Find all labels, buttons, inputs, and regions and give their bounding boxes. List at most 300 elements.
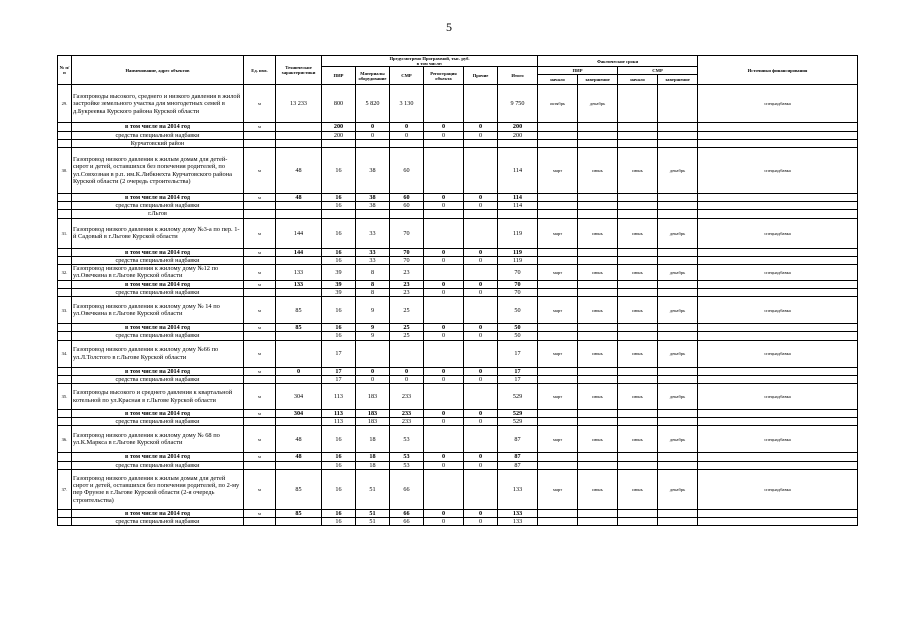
length-cell: 133: [276, 280, 322, 288]
length-cell: 133: [276, 265, 322, 281]
table-row: [58, 418, 858, 426]
unit-cell: м: [244, 426, 276, 453]
unit-cell: м: [244, 509, 276, 517]
pir-cell: 17: [322, 375, 356, 383]
empty-cell: [578, 453, 618, 461]
empty-cell: [658, 210, 698, 218]
row-number: 33.: [58, 297, 72, 324]
pir-start-cell: март: [538, 340, 578, 367]
pir-cell: 16: [322, 256, 356, 264]
empty-cell: [538, 332, 578, 340]
empty-cell: [356, 210, 390, 218]
empty-cell: [618, 123, 658, 131]
length-cell: [276, 289, 322, 297]
empty-cell: [578, 461, 618, 469]
registration-cell: [424, 218, 464, 248]
length-cell: [276, 375, 322, 383]
page-number: 5: [446, 20, 452, 34]
object-name: Газопроводы высокого, среднего и низкого давления в жилой застройке земельного участка для многодетных семей в д.Букреевка Курского района Курской области: [72, 85, 244, 123]
header-length: Технические характеристики: [276, 56, 322, 85]
empty-cell: [58, 280, 72, 288]
materials-cell: 8: [356, 289, 390, 297]
empty-cell: [618, 453, 658, 461]
empty-cell: [618, 410, 658, 418]
materials-cell: 183: [356, 418, 390, 426]
total-cell: 50: [498, 297, 538, 324]
empty-cell: [658, 202, 698, 210]
table-row: [58, 256, 858, 264]
unit-cell: [244, 418, 276, 426]
other-cell: 0: [464, 518, 498, 526]
pir-cell: 16: [322, 461, 356, 469]
total-cell: 200: [498, 123, 538, 131]
length-cell: [276, 123, 322, 131]
empty-cell: [578, 367, 618, 375]
other-cell: 0: [464, 375, 498, 383]
pir-cell: 113: [322, 418, 356, 426]
empty-cell: [578, 202, 618, 210]
smr-cell: 53: [390, 453, 424, 461]
unit-cell: м: [244, 297, 276, 324]
other-cell: 0: [464, 367, 498, 375]
header-start: начало: [538, 75, 578, 85]
pir-end-cell: июнь: [578, 297, 618, 324]
other-cell: [464, 85, 498, 123]
pir-end-cell: июнь: [578, 265, 618, 281]
empty-cell: [698, 332, 858, 340]
pir-end-cell: июнь: [578, 469, 618, 509]
pir-start-cell: март: [538, 218, 578, 248]
year-subtotal-label: в том числе на 2014 год: [72, 248, 244, 256]
table-row: [58, 280, 858, 288]
empty-cell: [658, 367, 698, 375]
smr-end-cell: декабрь: [658, 426, 698, 453]
unit-cell: [244, 289, 276, 297]
empty-cell: [698, 418, 858, 426]
pir-cell: 200: [322, 131, 356, 139]
total-cell: 70: [498, 289, 538, 297]
pir-start-cell: март: [538, 426, 578, 453]
unit-cell: м: [244, 367, 276, 375]
other-cell: 0: [464, 194, 498, 202]
smr-start-cell: июнь: [618, 265, 658, 281]
length-cell: 85: [276, 324, 322, 332]
other-cell: 0: [464, 248, 498, 256]
empty-cell: [498, 139, 538, 147]
empty-cell: [424, 139, 464, 147]
materials-cell: 18: [356, 461, 390, 469]
empty-cell: [658, 509, 698, 517]
smr-cell: 60: [390, 148, 424, 194]
empty-cell: [578, 210, 618, 218]
empty-cell: [58, 324, 72, 332]
unit-cell: [244, 461, 276, 469]
materials-cell: 0: [356, 123, 390, 131]
smr-start-cell: июнь: [618, 218, 658, 248]
total-cell: 200: [498, 131, 538, 139]
length-cell: 85: [276, 469, 322, 509]
unit-cell: м: [244, 324, 276, 332]
total-cell: 70: [498, 280, 538, 288]
total-cell: 70: [498, 265, 538, 281]
smr-cell: 25: [390, 332, 424, 340]
table-row: [58, 248, 858, 256]
materials-cell: 33: [356, 218, 390, 248]
unit-cell: м: [244, 85, 276, 123]
length-cell: 48: [276, 426, 322, 453]
pir-cell: 16: [322, 509, 356, 517]
unit-cell: [244, 518, 276, 526]
total-cell: 529: [498, 410, 538, 418]
registration-cell: [424, 469, 464, 509]
materials-cell: 5 820: [356, 85, 390, 123]
empty-cell: [58, 410, 72, 418]
empty-cell: [578, 248, 618, 256]
empty-cell: [538, 518, 578, 526]
empty-cell: [658, 410, 698, 418]
total-cell: 17: [498, 367, 538, 375]
smr-end-cell: декабрь: [658, 148, 698, 194]
empty-cell: [322, 210, 356, 218]
pir-cell: 39: [322, 280, 356, 288]
total-cell: 17: [498, 375, 538, 383]
empty-cell: [658, 453, 698, 461]
empty-cell: [698, 518, 858, 526]
empty-cell: [618, 509, 658, 517]
smr-end-cell: декабрь: [658, 384, 698, 410]
empty-cell: [578, 375, 618, 383]
header-end2: завершение: [658, 75, 698, 85]
header-pir: ПИР: [322, 67, 356, 85]
empty-cell: [618, 256, 658, 264]
empty-cell: [58, 375, 72, 383]
registration-cell: 0: [424, 518, 464, 526]
smr-start-cell: июнь: [618, 384, 658, 410]
pir-cell: 39: [322, 289, 356, 297]
empty-cell: [658, 139, 698, 147]
empty-cell: [538, 324, 578, 332]
length-cell: 85: [276, 297, 322, 324]
empty-cell: [658, 280, 698, 288]
empty-cell: [698, 139, 858, 147]
empty-cell: [578, 410, 618, 418]
registration-cell: 0: [424, 418, 464, 426]
empty-cell: [618, 367, 658, 375]
fund-subtotal-label: средства специальной надбавки: [72, 518, 244, 526]
empty-cell: [578, 518, 618, 526]
smr-cell: 70: [390, 256, 424, 264]
registration-cell: 0: [424, 509, 464, 517]
pir-cell: 17: [322, 367, 356, 375]
other-cell: 0: [464, 453, 498, 461]
empty-cell: [58, 289, 72, 297]
registration-cell: [424, 426, 464, 453]
smr-cell: 66: [390, 469, 424, 509]
object-name: Газопровод низкого давления к жилому дому №3-а по пер. 1-й Садовый в г.Льгове Курской области: [72, 218, 244, 248]
empty-cell: [322, 139, 356, 147]
materials-cell: 9: [356, 332, 390, 340]
table-body: [58, 85, 858, 526]
pir-cell: 16: [322, 248, 356, 256]
empty-cell: [58, 332, 72, 340]
smr-cell: 25: [390, 324, 424, 332]
empty-cell: [538, 418, 578, 426]
pir-cell: 16: [322, 324, 356, 332]
pir-start-cell: октябрь: [538, 85, 578, 123]
unit-cell: [244, 256, 276, 264]
empty-cell: [658, 123, 698, 131]
registration-cell: 0: [424, 324, 464, 332]
header-name: Наименование, адрес объектов: [72, 56, 244, 85]
fund-subtotal-label: средства специальной надбавки: [72, 289, 244, 297]
materials-cell: [356, 340, 390, 367]
source-cell: спецнадбавка: [698, 426, 858, 453]
empty-cell: [658, 248, 698, 256]
registration-cell: [424, 265, 464, 281]
total-cell: 119: [498, 256, 538, 264]
other-cell: [464, 297, 498, 324]
table-row: [58, 332, 858, 340]
empty-cell: [244, 210, 276, 218]
empty-cell: [698, 131, 858, 139]
registration-cell: 0: [424, 461, 464, 469]
unit-cell: [244, 202, 276, 210]
total-cell: 529: [498, 384, 538, 410]
empty-cell: [618, 202, 658, 210]
table-row: [58, 289, 858, 297]
total-cell: 133: [498, 518, 538, 526]
pir-end-cell: декабрь: [578, 85, 618, 123]
smr-end-cell: декабрь: [658, 265, 698, 281]
empty-cell: [390, 139, 424, 147]
empty-cell: [698, 289, 858, 297]
empty-cell: [276, 139, 322, 147]
smr-start-cell: июнь: [618, 340, 658, 367]
total-cell: 114: [498, 148, 538, 194]
table-row: [58, 453, 858, 461]
pir-end-cell: июнь: [578, 384, 618, 410]
pir-cell: 16: [322, 218, 356, 248]
pir-cell: 200: [322, 123, 356, 131]
materials-cell: 8: [356, 280, 390, 288]
empty-cell: [538, 375, 578, 383]
materials-cell: 38: [356, 148, 390, 194]
empty-cell: [578, 194, 618, 202]
pir-cell: 16: [322, 453, 356, 461]
smr-cell: 233: [390, 410, 424, 418]
other-cell: [464, 148, 498, 194]
row-number: 36.: [58, 426, 72, 453]
empty-cell: [698, 210, 858, 218]
empty-cell: [498, 210, 538, 218]
smr-cell: 23: [390, 289, 424, 297]
length-cell: [276, 332, 322, 340]
empty-cell: [658, 518, 698, 526]
materials-cell: 0: [356, 375, 390, 383]
empty-cell: [618, 375, 658, 383]
registration-cell: [424, 297, 464, 324]
table-row: [58, 85, 858, 123]
row-number: 35.: [58, 384, 72, 410]
other-cell: 0: [464, 461, 498, 469]
empty-cell: [698, 367, 858, 375]
length-cell: [276, 418, 322, 426]
empty-cell: [618, 248, 658, 256]
length-cell: 85: [276, 509, 322, 517]
length-cell: [276, 131, 322, 139]
length-cell: [276, 340, 322, 367]
registration-cell: 0: [424, 202, 464, 210]
empty-cell: [58, 210, 72, 218]
source-cell: спецнадбавка: [698, 265, 858, 281]
row-number: 30.: [58, 148, 72, 194]
empty-cell: [356, 139, 390, 147]
row-number: 29.: [58, 85, 72, 123]
length-cell: 48: [276, 194, 322, 202]
empty-cell: [538, 202, 578, 210]
length-cell: [276, 518, 322, 526]
length-cell: 304: [276, 410, 322, 418]
empty-cell: [538, 139, 578, 147]
materials-cell: 0: [356, 131, 390, 139]
other-cell: [464, 265, 498, 281]
pir-start-cell: март: [538, 469, 578, 509]
empty-cell: [698, 375, 858, 383]
smr-start-cell: июнь: [618, 469, 658, 509]
empty-cell: [658, 194, 698, 202]
header-planned: [322, 56, 538, 67]
smr-cell: 0: [390, 123, 424, 131]
table-row: [58, 461, 858, 469]
header-smr2: СМР: [618, 67, 698, 75]
source-cell: спецнадбавка: [698, 297, 858, 324]
smr-cell: 66: [390, 518, 424, 526]
materials-cell: 0: [356, 367, 390, 375]
header-planned-label: Предусмотрено Программой, тыс. руб.: [389, 56, 470, 61]
empty-cell: [578, 418, 618, 426]
registration-cell: 0: [424, 123, 464, 131]
smr-cell: 0: [390, 375, 424, 383]
fund-subtotal-label: средства специальной надбавки: [72, 332, 244, 340]
smr-cell: 70: [390, 218, 424, 248]
pir-cell: 16: [322, 202, 356, 210]
empty-cell: [618, 518, 658, 526]
empty-cell: [578, 509, 618, 517]
pir-end-cell: июнь: [578, 218, 618, 248]
registration-cell: 0: [424, 453, 464, 461]
empty-cell: [538, 410, 578, 418]
header-incl-label: в том числе:: [416, 61, 443, 67]
unit-cell: м: [244, 248, 276, 256]
empty-cell: [618, 289, 658, 297]
other-cell: 0: [464, 324, 498, 332]
unit-cell: [244, 332, 276, 340]
smr-cell: 233: [390, 418, 424, 426]
empty-cell: [578, 139, 618, 147]
smr-cell: 233: [390, 384, 424, 410]
materials-cell: 38: [356, 194, 390, 202]
year-subtotal-label: в том числе на 2014 год: [72, 509, 244, 517]
source-cell: спецнадбавка: [698, 469, 858, 509]
other-cell: 0: [464, 131, 498, 139]
year-subtotal-label: в том числе на 2014 год: [72, 453, 244, 461]
pir-end-cell: июнь: [578, 148, 618, 194]
empty-cell: [658, 131, 698, 139]
year-subtotal-label: в том числе на 2014 год: [72, 194, 244, 202]
object-name: Газопровод низкого давления к жилым домам для детей-сирот и детей, оставшихся без попечения родителей, по ул.Совхозная в р.п. им.К.Либкнехта Курчатовского района Курской области (2 очередь строительства): [72, 148, 244, 194]
unit-cell: м: [244, 194, 276, 202]
smr-cell: 53: [390, 461, 424, 469]
smr-end-cell: декабрь: [658, 297, 698, 324]
empty-cell: [538, 248, 578, 256]
empty-cell: [464, 210, 498, 218]
registration-cell: 0: [424, 280, 464, 288]
empty-cell: [538, 256, 578, 264]
header-total: Итого: [498, 67, 538, 85]
total-cell: 17: [498, 340, 538, 367]
table-row: [58, 123, 858, 131]
fund-subtotal-label: средства специальной надбавки: [72, 131, 244, 139]
total-cell: 87: [498, 461, 538, 469]
unit-cell: м: [244, 265, 276, 281]
pir-cell: 113: [322, 384, 356, 410]
total-cell: 529: [498, 418, 538, 426]
pir-end-cell: июнь: [578, 340, 618, 367]
empty-cell: [58, 139, 72, 147]
smr-start-cell: июнь: [618, 426, 658, 453]
row-number: 34.: [58, 340, 72, 367]
pir-cell: 16: [322, 297, 356, 324]
empty-cell: [390, 210, 424, 218]
empty-cell: [578, 332, 618, 340]
length-cell: [276, 461, 322, 469]
other-cell: 0: [464, 332, 498, 340]
header-smr: СМР: [390, 67, 424, 85]
smr-start-cell: июнь: [618, 148, 658, 194]
registration-cell: 0: [424, 256, 464, 264]
fund-subtotal-label: средства специальной надбавки: [72, 461, 244, 469]
smr-cell: 0: [390, 367, 424, 375]
empty-cell: [58, 202, 72, 210]
table-row: [58, 340, 858, 367]
other-cell: 0: [464, 410, 498, 418]
table-row: [58, 210, 858, 218]
pir-start-cell: март: [538, 297, 578, 324]
table-row: [58, 367, 858, 375]
unit-cell: м: [244, 453, 276, 461]
empty-cell: [538, 194, 578, 202]
table-row: [58, 131, 858, 139]
registration-cell: [424, 85, 464, 123]
section-title: г.Льгов: [72, 210, 244, 218]
table-row: [58, 410, 858, 418]
year-subtotal-label: в том числе на 2014 год: [72, 280, 244, 288]
pir-cell: 16: [322, 518, 356, 526]
empty-cell: [244, 139, 276, 147]
smr-cell: 60: [390, 194, 424, 202]
other-cell: [464, 384, 498, 410]
pir-cell: 17: [322, 340, 356, 367]
length-cell: 304: [276, 384, 322, 410]
empty-cell: [538, 210, 578, 218]
empty-cell: [698, 410, 858, 418]
empty-cell: [578, 324, 618, 332]
total-cell: 114: [498, 202, 538, 210]
registration-cell: 0: [424, 194, 464, 202]
other-cell: 0: [464, 289, 498, 297]
length-cell: [276, 202, 322, 210]
pir-cell: 16: [322, 469, 356, 509]
